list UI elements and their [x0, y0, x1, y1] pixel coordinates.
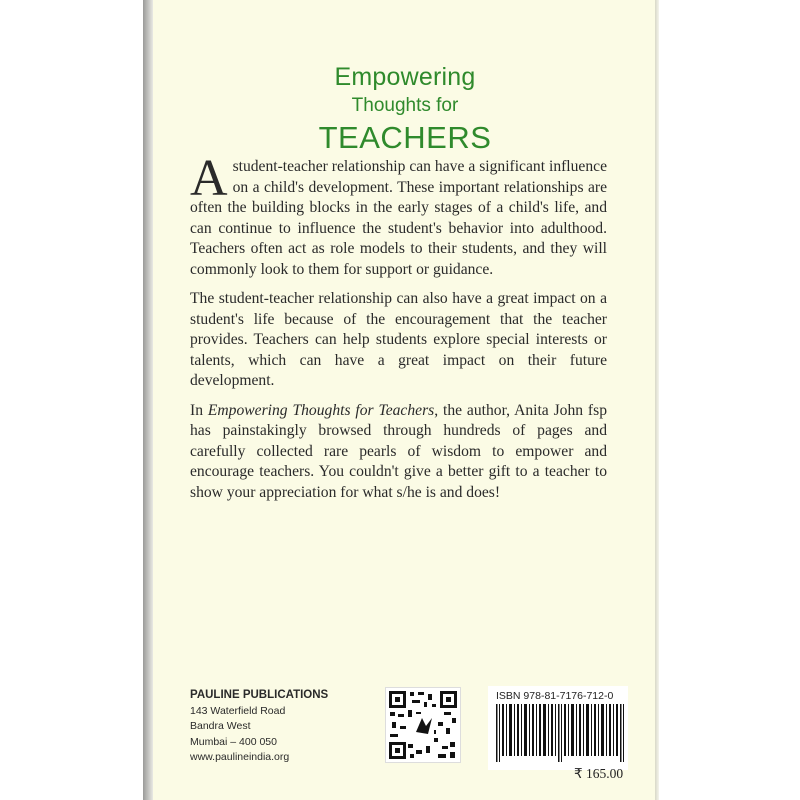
paragraph-3-end: , the author, Anita John fsp has painstakingly browsed through hundreds of pages and carefully collected rare pearls of wisdom to empower and encourage teachers. You couldn't give a better gift to a teacher to show your appreciation for what s/he is and does!: [190, 401, 607, 501]
publisher-address-3: Mumbai – 400 050: [190, 735, 277, 748]
isbn-number: ISBN 978-81-7176-712-0: [496, 690, 614, 702]
paragraph-3: [190, 401, 607, 504]
title-line-3: TEACHERS: [318, 120, 492, 155]
publisher-website: www.paulineindia.org: [190, 751, 290, 763]
book-title: [153, 62, 657, 156]
title-line-2: Thoughts for: [351, 95, 459, 116]
price: ₹ 165.00: [574, 766, 624, 781]
blurb: [190, 150, 607, 512]
publisher-name: PAULINE PUBLICATIONS: [190, 689, 329, 701]
publisher-address-2: Bandra West: [190, 720, 251, 732]
paragraph-1-text: student-teacher relationship can have a significant influence on a child's development. These important relationships are often the building blocks in the early stages of a child's life, and can continue to influence the student's behavior into adulthood. Teachers often act as role models to their students, and they will commonly look to them for support or guidance.: [190, 158, 607, 278]
book-title-italic: Empowering Thoughts for Teachers: [207, 401, 435, 419]
paragraph-1: [190, 150, 607, 280]
drop-cap: A: [190, 150, 228, 207]
book-spine-edge: [143, 0, 153, 800]
paragraph-2: The student-teacher relationship can also have a great impact on a student's life because of the encouragement that the teacher provides. Teachers can help students explore special interests or talents, which can have a great impact on their future development.: [190, 290, 607, 389]
publisher-address-1: 143 Waterfield Road: [190, 704, 286, 717]
paragraph-3-start: In: [190, 401, 208, 419]
barcode-icon: [496, 704, 628, 762]
qr-code-icon: [385, 687, 461, 763]
publisher-block: [190, 688, 328, 766]
title-line-1: Empowering: [334, 63, 476, 91]
